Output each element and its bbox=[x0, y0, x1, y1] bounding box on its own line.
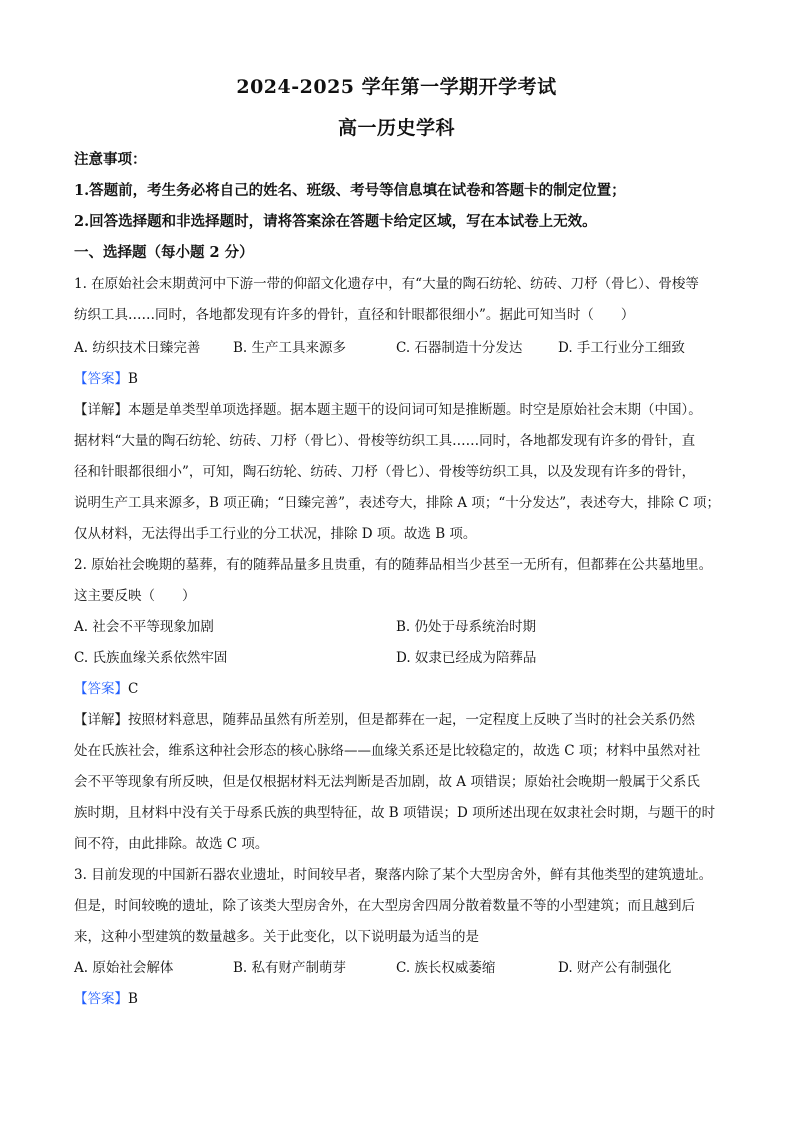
q1-option-d: D. 手工行业分工细致 bbox=[558, 340, 685, 356]
q2-option-b: B. 仍处于母系统治时期 bbox=[396, 619, 537, 635]
q1-explain-line-3: 径和针眼都很细小”，可知，陶石纺轮、纺砖、刀杼（骨匕）、骨梭等纺织工具，以及发现有许多的骨针， bbox=[74, 464, 696, 480]
q1-explain-line-2: 据材料“大量的陶石纺轮、纺砖、刀杼（骨匕）、骨梭等纺织工具……同时，各地都发现有许多的骨针，直 bbox=[74, 433, 696, 449]
exam-title: 2024-2025 学年第一学期开学考试 bbox=[236, 76, 557, 98]
q1-stem-line-2: 纺织工具……同时，各地都发现有许多的骨针，直径和针眼都很细小”。据此可知当时（ ） bbox=[74, 307, 635, 323]
q1-option-b: B. 生产工具来源多 bbox=[233, 340, 347, 356]
q2-explain-line-5: 间不符，由此排除。故选 C 项。 bbox=[74, 836, 269, 852]
q2-explain-line-3: 会不平等现象有所反映，但是仅根据材料无法判断是否加剧，故 A 项错误；原始社会晚期一般属于父系氏 bbox=[74, 774, 700, 790]
q3-stem-line-3: 来，这种小型建筑的数量越多。关于此变化，以下说明最为适当的是 bbox=[74, 929, 479, 945]
q1-option-a: A. 纺织技术日臻完善 bbox=[74, 340, 201, 356]
q1-stem-line-1: 1. 在原始社会末期黄河中下游一带的仰韶文化遗存中，有“大量的陶石纺轮、纺砖、刀杼（骨匕）、骨梭等 bbox=[74, 276, 699, 292]
q1-explain-line-1: 【详解】本题是单类型单项选择题。据本题主题干的设问词可知是推断题。时空是原始社会末期（中国）。 bbox=[74, 402, 702, 418]
answer-tag: 【答案】 bbox=[74, 371, 128, 387]
q2-stem-line-1: 2. 原始社会晚期的墓葬，有的随葬品量多且贵重，有的随葬品相当少甚至一无所有，但都葬在公共墓地里。 bbox=[74, 557, 713, 573]
answer-tag: 【答案】 bbox=[74, 991, 128, 1007]
q3-option-d: D. 财产公有制强化 bbox=[558, 960, 672, 976]
q2-answer bbox=[74, 679, 138, 699]
notice-item-1: 1.答题前，考生务必将自己的姓名、班级、考号等信息填在试卷和答题卡的制定位置； bbox=[74, 182, 626, 199]
notice-heading: 注意事项： bbox=[74, 151, 147, 168]
q2-option-a: A. 社会不平等现象加剧 bbox=[74, 619, 214, 635]
q2-explain-line-1: 【详解】按照材料意思，随葬品虽然有所差别，但是都葬在一起，一定程度上反映了当时的社会关系仍然 bbox=[74, 712, 695, 728]
q2-option-c: C. 氏族血缘关系依然牢固 bbox=[74, 650, 228, 666]
notice-item-2: 2.回答选择题和非选择题时，请将答案涂在答题卡给定区域，写在本试卷上无效。 bbox=[74, 213, 597, 230]
answer-value: B bbox=[128, 371, 138, 387]
q3-stem-line-1: 3. 目前发现的中国新石器农业遗址，时间较早者，聚落内除了某个大型房舍外，鲜有其他类型的建筑遗址。 bbox=[74, 867, 713, 883]
q2-option-d: D. 奴隶已经成为陪葬品 bbox=[396, 650, 537, 666]
q1-explain-line-4: 说明生产工具来源多，B 项正确；“日臻完善”，表述夸大，排除 A 项；“十分发达”，表述夸大，排除 C 项； bbox=[74, 495, 721, 511]
q3-stem-line-2: 但是，时间较晚的遗址，除了该类大型房舍外，在大型房舍四周分散着数量不等的小型建筑；而且越到后 bbox=[74, 898, 695, 914]
q2-explain-line-4: 族时期，且材料中没有关于母系氏族的典型特征，故 B 项错误；D 项所述出现在奴隶社会时期，与题干的时 bbox=[74, 805, 716, 821]
q1-option-c: C. 石器制造十分发达 bbox=[396, 340, 523, 356]
exam-subject: 高一历史学科 bbox=[337, 117, 455, 139]
q2-explain-line-2: 处在氏族社会，维系这种社会形态的核心脉络——血缘关系还是比较稳定的，故选 C 项；材料中虽然对社 bbox=[74, 743, 701, 759]
q2-stem-line-2: 这主要反映（ ） bbox=[74, 588, 196, 604]
section-heading: 一、选择题（每小题 2 分） bbox=[74, 244, 254, 261]
q1-answer bbox=[74, 369, 138, 389]
q3-answer bbox=[74, 989, 138, 1009]
answer-value: C bbox=[128, 681, 139, 697]
q1-explain-line-5: 仅从材料，无法得出手工行业的分工状况，排除 D 项。故选 B 项。 bbox=[74, 526, 477, 542]
q3-option-c: C. 族长权威萎缩 bbox=[396, 960, 496, 976]
q3-option-b: B. 私有财产制萌芽 bbox=[233, 960, 347, 976]
answer-tag: 【答案】 bbox=[74, 681, 128, 697]
answer-value: B bbox=[128, 991, 138, 1007]
q3-option-a: A. 原始社会解体 bbox=[74, 960, 174, 976]
